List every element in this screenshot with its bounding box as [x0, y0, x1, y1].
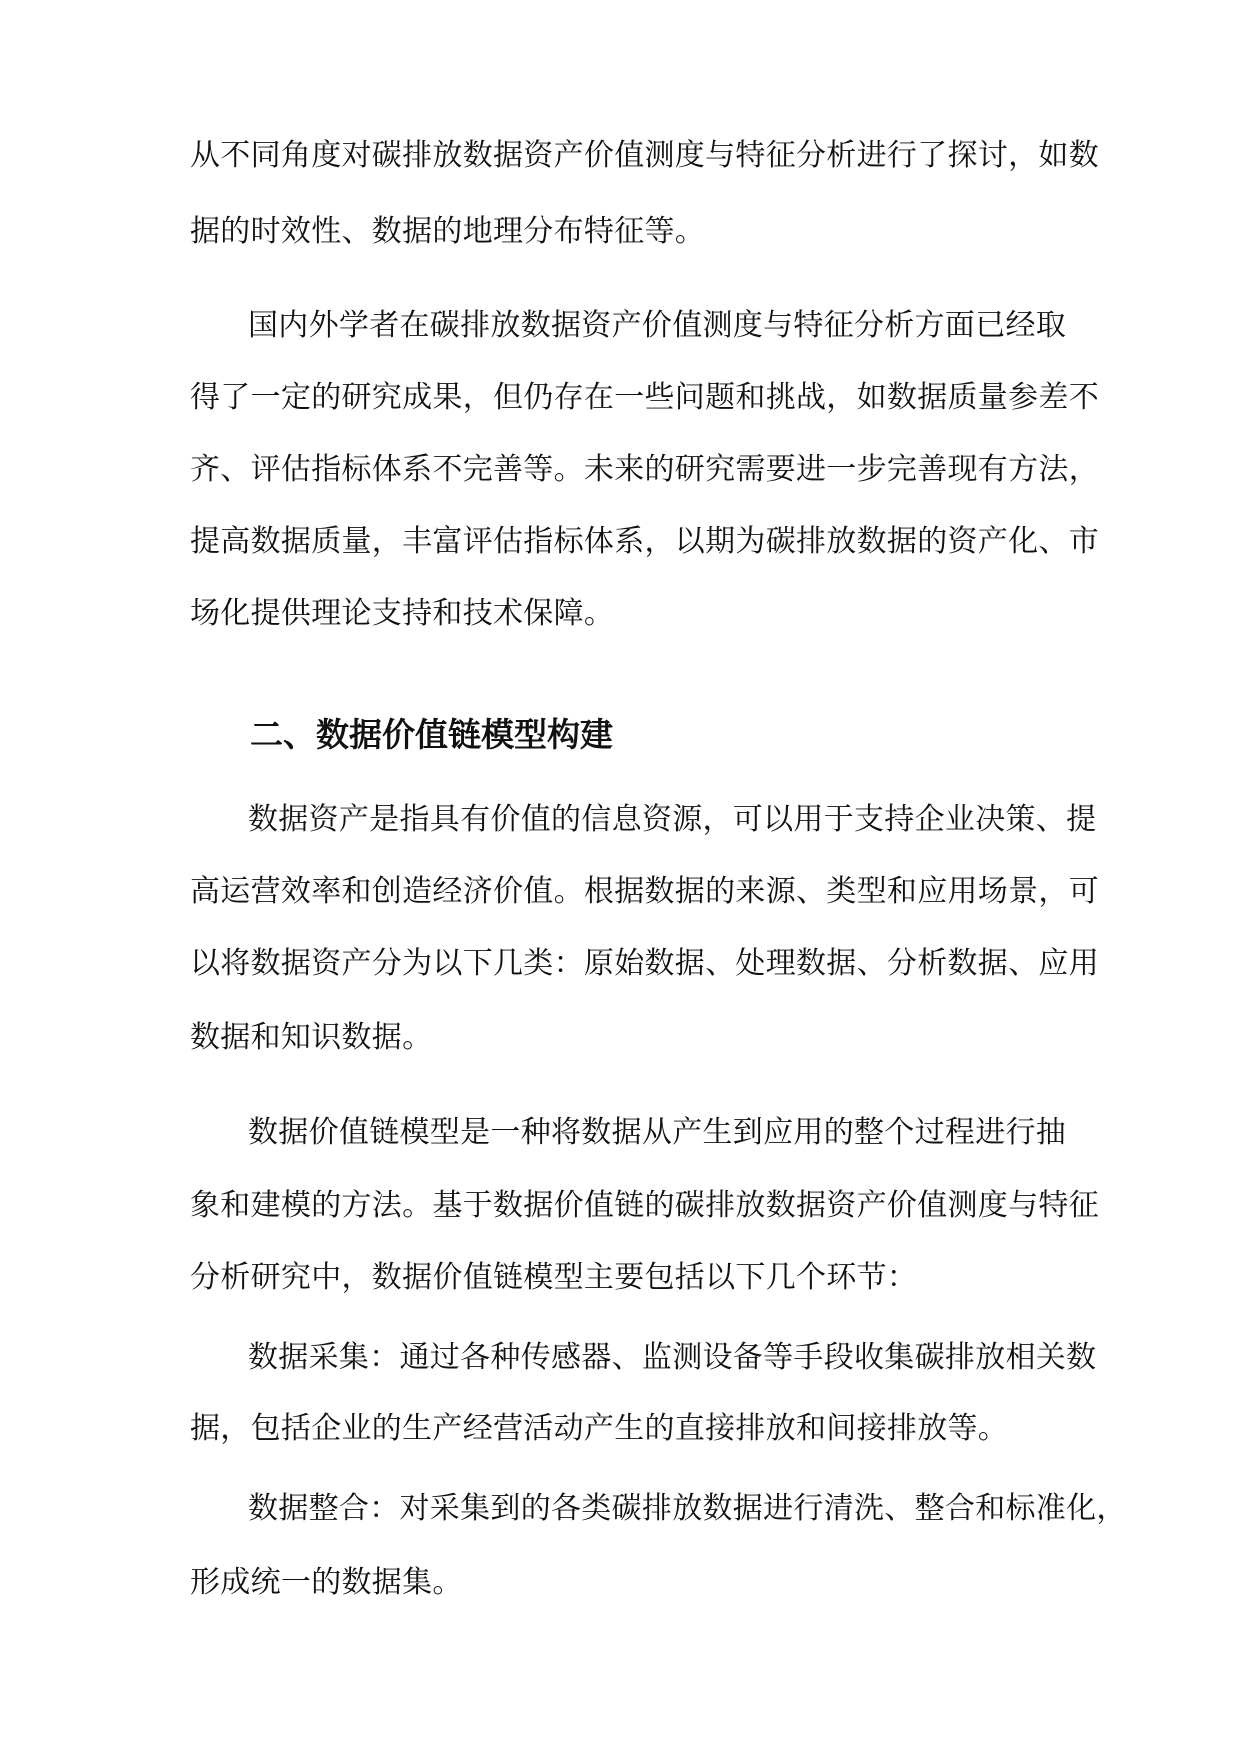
section-heading: 二、数据价值链模型构建 — [250, 715, 613, 754]
paragraph-line: 象和建模的方法。基于数据价值链的碳排放数据资产价值测度与特征 — [190, 1188, 1099, 1223]
paragraph-line: 数据采集：通过各种传感器、监测设备等手段收集碳排放相关数 — [248, 1340, 1097, 1375]
paragraph-line: 数据资产是指具有价值的信息资源，可以用于支持企业决策、提 — [248, 802, 1097, 837]
paragraph-line: 场化提供理论支持和技术保障。 — [190, 596, 615, 631]
paragraph-line: 以将数据资产分为以下几类：原始数据、处理数据、分析数据、应用 — [190, 946, 1099, 981]
paragraph-line: 数据价值链模型是一种将数据从产生到应用的整个过程进行抽 — [248, 1115, 1067, 1150]
paragraph-line: 高运营效率和创造经济价值。根据数据的来源、类型和应用场景，可 — [190, 874, 1099, 909]
paragraph-line: 据，包括企业的生产经营活动产生的直接排放和间接排放等。 — [190, 1411, 1009, 1446]
paragraph-line: 据的时效性、数据的地理分布特征等。 — [190, 214, 706, 249]
paragraph-line: 数据整合：对采集到的各类碳排放数据进行清洗、整合和标准化， — [248, 1491, 1127, 1526]
paragraph-line: 提高数据质量，丰富评估指标体系，以期为碳排放数据的资产化、市 — [190, 524, 1099, 559]
paragraph-line: 分析研究中，数据价值链模型主要包括以下几个环节： — [190, 1260, 918, 1295]
paragraph-line: 齐、评估指标体系不完善等。未来的研究需要进一步完善现有方法， — [190, 452, 1099, 487]
paragraph-line: 从不同角度对碳排放数据资产价值测度与特征分析进行了探讨，如数 — [190, 138, 1099, 173]
paragraph-line: 形成统一的数据集。 — [190, 1565, 463, 1600]
paragraph-line: 数据和知识数据。 — [190, 1020, 433, 1055]
paragraph-line: 得了一定的研究成果，但仍存在一些问题和挑战，如数据质量参差不 — [190, 380, 1099, 415]
paragraph-line: 国内外学者在碳排放数据资产价值测度与特征分析方面已经取 — [248, 308, 1067, 343]
